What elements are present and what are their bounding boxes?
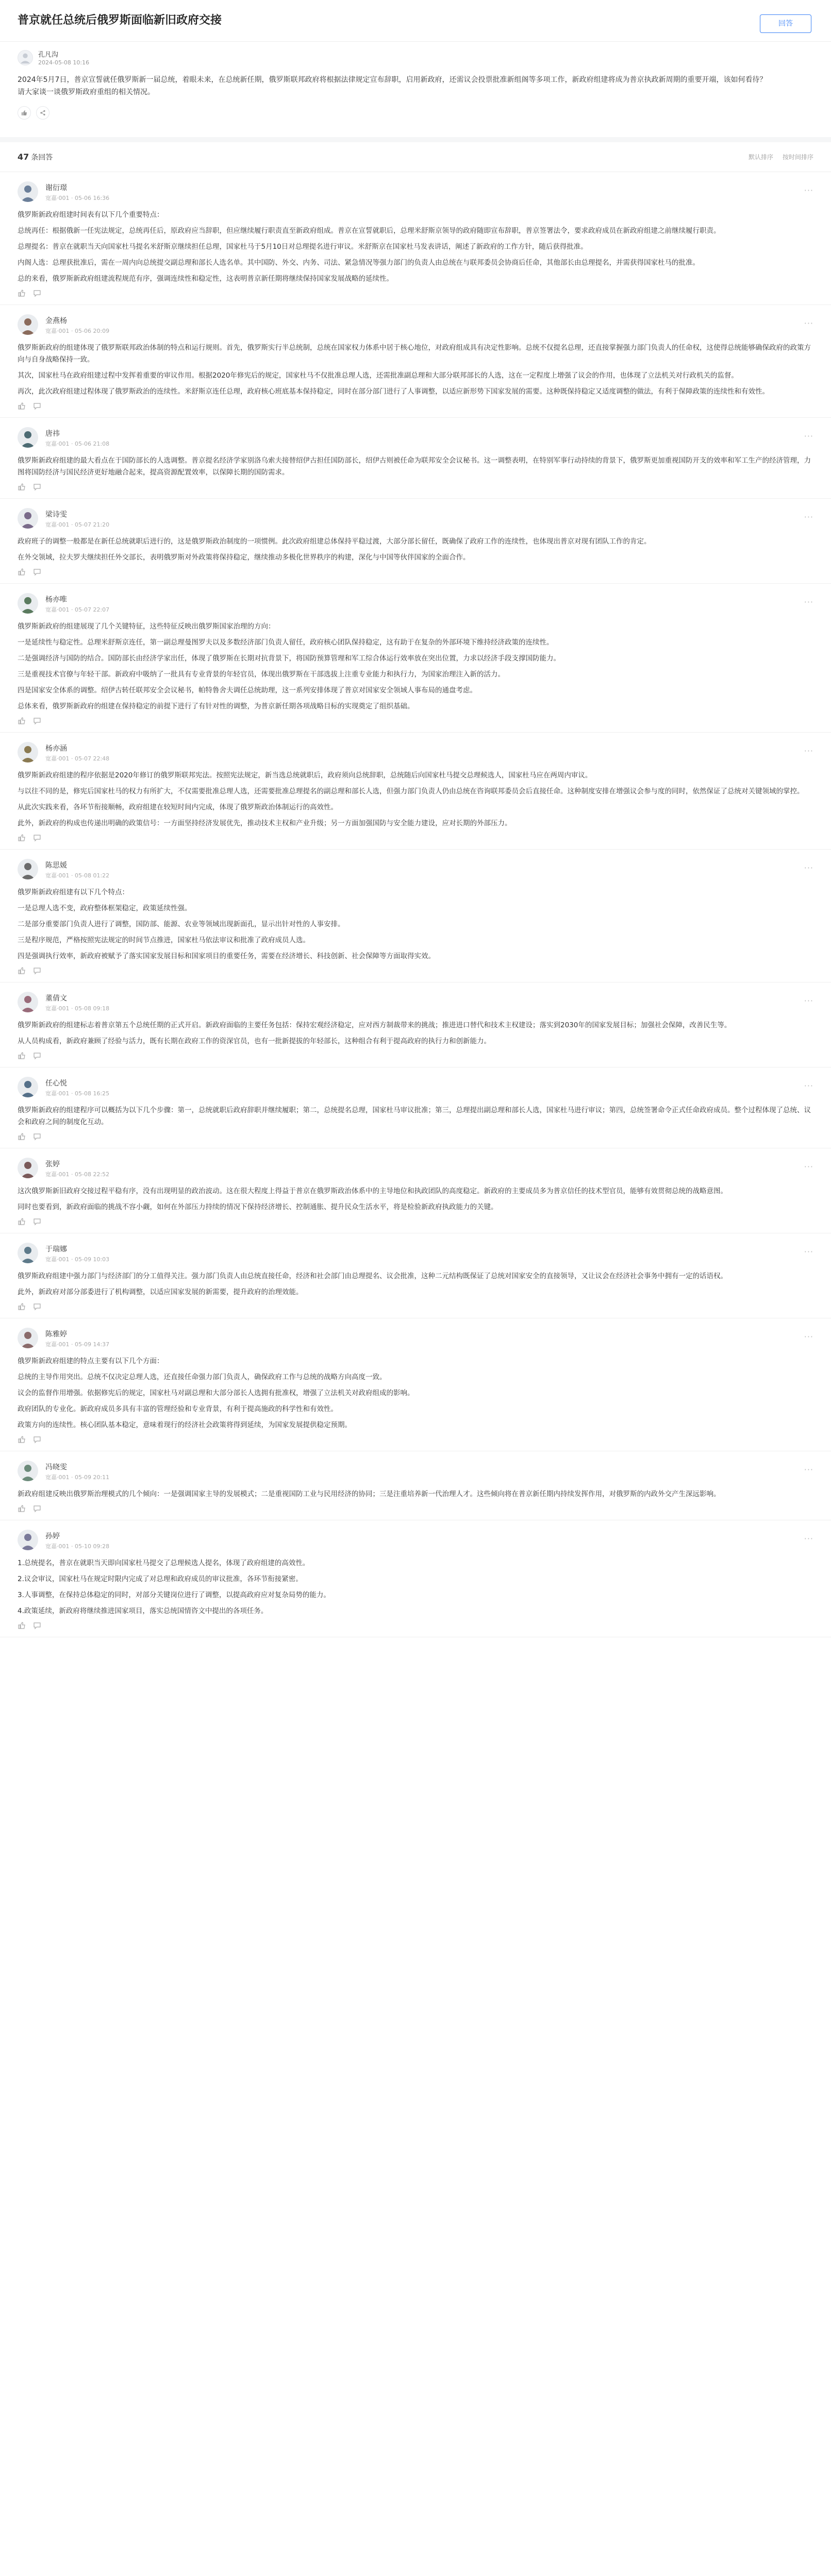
answer-paragraph: 一是总理人选不变，政府整体框架稳定，政策延续性强。 [18,904,192,912]
like-button[interactable] [18,834,26,842]
more-options-icon[interactable]: ··· [804,597,813,607]
answer-header [18,859,813,882]
answer-author-name[interactable]: 孙婷 [45,1532,60,1540]
answer-actions [18,1302,813,1311]
answer-item [0,850,831,982]
comment-icon [33,1217,41,1226]
thumb-up-icon [18,1217,26,1226]
answer-header [18,593,813,616]
answer-meta: 宽嘉·001 · 05-08 09:18 [45,1005,110,1012]
answer-paragraph: 一是延续性与稳定性。总理米舒斯京连任，第一副总理曼图罗夫以及多数经济部门负责人留任，政府核心团队保持稳定，这有助于在复杂的外部环境下维持经济政策的连续性。 [18,638,554,647]
answer-author-name[interactable]: 董倩文 [45,994,67,1003]
comment-button[interactable] [33,1132,41,1141]
user-icon [18,50,32,65]
answer-avatar[interactable] [18,1328,38,1348]
like-button[interactable] [18,1302,26,1311]
answer-meta: 宽嘉·001 · 05-07 22:07 [45,606,110,613]
answer-paragraph: 与以往不同的是，修宪后国家杜马的权力有所扩大，不仅需要批准总理人选，还需要批准总理提名的副总理和部长人选，但强力部门负责人仍由总统在咨询联邦委员会后直接任命。这种制度安排在增强议会参与度的同时，依然保证了总统对关键领域的掌控。 [18,787,804,795]
answer-item [0,1318,831,1451]
answer-avatar[interactable] [18,742,38,762]
more-options-icon[interactable]: ··· [804,746,813,756]
answer-header [18,314,813,337]
answer-body [18,887,813,962]
answers-list [0,172,831,1637]
answer-meta: 宽嘉·001 · 05-08 16:25 [45,1090,110,1097]
answers-count-label: 条回答 [31,153,53,162]
like-icon[interactable] [18,106,31,120]
answer-meta: 宽嘉·001 · 05-10 09:28 [45,1543,110,1550]
answer-actions [18,483,813,491]
answer-header [18,992,813,1014]
answer-author-name[interactable]: 杨亦涵 [45,744,67,753]
answer-body [18,1488,813,1500]
answer-actions [18,1132,813,1141]
sort-options [749,152,813,161]
answer-avatar[interactable] [18,859,38,879]
answer-paragraph: 俄罗斯政府组建中强力部门与经济部门的分工值得关注。强力部门负责人由总统直接任命，经济和社会部门由总理提名、议会批准，这种二元结构既保证了总统对国家安全的直接领导，又让议会在经济社会事务中拥有一定的话语权。 [18,1272,727,1280]
answers-bar [0,142,831,172]
comment-icon [33,1435,41,1444]
share-glyph-icon [40,110,46,116]
answer-item [0,1451,831,1520]
comment-icon [33,834,41,842]
asker-time: 2024-05-08 10:16 [38,59,90,66]
answer-paragraph: 二是部分重要部门负责人进行了调整，国防部、能源、农业等领域出现新面孔，显示出针对性的人事安排。 [18,920,345,928]
comment-button[interactable] [33,483,41,491]
comment-button[interactable] [33,1435,41,1444]
answers-count-number: 47 [18,151,29,162]
comment-icon [33,402,41,410]
user-icon [18,859,38,879]
answer-paragraph: 三是重视技术官僚与年轻干部。新政府中吸纳了一批具有专业背景的年轻官员，体现出俄罗斯在干部选拔上注重专业能力和执行力，为国家治理注入新的活力。 [18,670,505,679]
answer-body [18,1355,813,1431]
user-icon [18,427,38,448]
answer-actions [18,967,813,975]
answer-item [0,584,831,733]
answer-paragraph: 从人员构成看，新政府兼顾了经验与活力，既有长期在政府工作的资深官员，也有一批新提拔的年轻部长，这种组合有利于提高政府的执行力和创新能力。 [18,1037,491,1045]
answer-body [18,209,813,285]
answer-paragraph: 二是强调经济与国防的结合。国防部长由经济学家出任，体现了俄罗斯在长期对抗背景下，将国防预算管理和军工综合体运行效率放在突出位置，力求以经济手段支撑国防能力。 [18,654,560,663]
answer-author-name[interactable]: 梁诗雯 [45,511,67,519]
thumb-up-icon [18,1132,26,1141]
answer-avatar[interactable] [18,1243,38,1263]
more-options-icon[interactable]: ··· [804,1247,813,1257]
like-button[interactable] [18,1435,26,1444]
answer-avatar[interactable] [18,1530,38,1550]
answer-button[interactable]: 回答 [760,14,811,33]
answer-paragraph: 总统再任：根据俄新一任宪法规定，总统再任后，原政府应当辞职，但应继续履行职责直至新政府组成。普京在宣誓就职后，总理米舒斯京领导的政府随即宣布辞职，普京签署法令，要求政府成员在新政府组建之前继续履行职责。 [18,227,721,235]
answer-body [18,1185,813,1213]
user-icon [18,742,38,762]
answer-author-name[interactable]: 陈思媛 [45,861,67,870]
answer-paragraph: 此外，新政府的构成也传递出明确的政策信号：一方面坚持经济发展优先，推动技术主权和产业升级；另一方面加强国防与安全能力建设，应对长期的外部压力。 [18,819,512,827]
thumb-up-icon [18,402,26,410]
answer-avatar[interactable] [18,1077,38,1097]
answer-header [18,1530,813,1552]
section-divider [0,137,831,142]
answer-meta: 宽嘉·001 · 05-08 22:52 [45,1171,110,1178]
user-icon [18,1077,38,1097]
thumb-up-icon [18,967,26,975]
user-icon [18,593,38,614]
comment-icon [33,1302,41,1311]
answer-paragraph: 政府班子的调整一般都是在新任总统就职后进行的，这是俄罗斯政治制度的一项惯例。此次政府组建总体保持平稳过渡，大部分部长留任，既确保了政府工作的连续性，也体现出普京对现有团队工作的肯定。 [18,537,651,546]
comment-button[interactable] [33,1621,41,1630]
thumb-up-icon [18,483,26,491]
answer-actions [18,1052,813,1060]
answer-author-name[interactable]: 于瑞娜 [45,1245,67,1253]
like-button[interactable] [18,717,26,725]
comment-button[interactable] [33,834,41,842]
answer-avatar[interactable] [18,508,38,529]
answer-author-name[interactable]: 杨亦唯 [45,596,67,604]
answer-avatar[interactable] [18,181,38,202]
answer-paragraph: 在外交领域，拉夫罗夫继续担任外交部长，表明俄罗斯对外政策将保持稳定，继续推动多极化世界秩序的构建，深化与中国等伙伴国家的全面合作。 [18,553,470,562]
answer-paragraph: 四是强调执行效率，新政府被赋予了落实国家发展目标和国家项目的重要任务，需要在经济增长、科技创新、社会保障等方面取得实效。 [18,952,435,960]
answer-paragraph: 这次俄罗斯新旧政府交接过程平稳有序，没有出现明显的政治波动。这在很大程度上得益于普京在俄罗斯政治体系中的主导地位和执政团队的高度稳定。新政府的主要成员多为普京信任的技术型官员，能够有效贯彻总统的战略意图。 [18,1187,727,1195]
answers-count [18,152,53,162]
answer-meta: 宽嘉·001 · 05-06 16:36 [45,195,110,201]
question-title: 普京就任总统后俄罗斯面临新旧政府交接 [18,14,222,27]
user-icon [18,1243,38,1263]
answer-header [18,1077,813,1099]
sort-time[interactable]: 按时间排序 [782,154,813,161]
thumb-up-icon [18,1435,26,1444]
answer-author-name[interactable]: 冯晓雯 [45,1463,67,1471]
sort-default[interactable]: 默认排序 [748,154,773,161]
answer-actions [18,568,813,576]
thumb-up-icon [18,834,26,842]
question-description [0,72,831,98]
like-button[interactable] [18,483,26,491]
more-options-icon[interactable]: ··· [804,1162,813,1172]
answer-meta: 宽嘉·001 · 05-08 01:22 [45,872,110,879]
answer-body [18,1020,813,1047]
more-options-icon[interactable]: ··· [804,185,813,195]
answer-avatar[interactable] [18,1461,38,1481]
description-paragraph: 2024年5月7日，普京宣誓就任俄罗斯新一届总统，着眼未来，在总统新任期，俄罗斯联邦政府将根据法律规定宣布辞职，启用新政府，还需议会投票批准新组阁等多项工作，新政府组建将成为普京执政新周期的重要开端，该如何看待？ [18,76,767,84]
answer-paragraph: 从此次实践来看，各环节衔接顺畅，政府组建在较短时间内完成，体现了俄罗斯政治体制运行的高效性。 [18,803,338,811]
answer-actions [18,1504,813,1513]
answer-actions [18,834,813,842]
answer-actions [18,1621,813,1630]
answer-author-name[interactable]: 任心悦 [45,1079,67,1088]
asker-avatar[interactable] [18,50,33,65]
like-button[interactable] [18,967,26,975]
answer-meta: 宽嘉·001 · 05-07 21:20 [45,521,110,528]
answer-paragraph: 总统的主导作用突出。总统不仅决定总理人选，还直接任命强力部门负责人，确保政府工作与总统的战略方向高度一致。 [18,1373,387,1381]
answer-item [0,1148,831,1233]
comment-button[interactable] [33,1504,41,1513]
thumb-up-icon [18,1302,26,1311]
answer-meta: 宽嘉·001 · 05-09 10:03 [45,1256,110,1263]
answer-header [18,1243,813,1265]
answer-body [18,621,813,713]
answer-avatar[interactable] [18,1158,38,1178]
answer-meta: 宽嘉·001 · 05-06 20:09 [45,328,110,334]
answer-paragraph: 俄罗斯新政府的组建标志着普京第五个总统任期的正式开启。新政府面临的主要任务包括：保持宏观经济稳定，应对西方制裁带来的挑战；推进进口替代和技术主权建设；落实到2030年的国家发展目标；加强社会保障，改善民生等。 [18,1021,732,1029]
comment-icon [33,967,41,975]
more-options-icon[interactable]: ··· [804,863,813,873]
user-icon [18,992,38,1012]
thumb-up-icon [21,110,27,116]
answer-paragraph: 政策方向的连续性。核心团队基本稳定，意味着现行的经济社会政策将得到延续，为国家发展提供稳定预期。 [18,1421,352,1429]
thumb-up-icon [18,1621,26,1630]
answer-meta: 宽嘉·001 · 05-09 20:11 [45,1474,110,1481]
answer-paragraph: 新政府组建反映出俄罗斯治理模式的几个倾向：一是强调国家主导的发展模式；二是重视国防工业与民用经济的协同；三是注重培养新一代治理人才。这些倾向将在普京新任期内持续发挥作用，对俄罗斯的内政外交产生深远影响。 [18,1490,721,1498]
comment-button[interactable] [33,1052,41,1060]
answer-paragraph: 2.议会审议，国家杜马在规定时限内完成了对总理和政府成员的审议批准，各环节衔接紧密。 [18,1575,303,1583]
like-button[interactable] [18,289,26,297]
more-options-icon[interactable]: ··· [804,431,813,441]
answer-actions [18,402,813,410]
thumb-up-icon [18,1504,26,1513]
answer-paragraph: 俄罗斯新政府的组建展现了几个关键特征，这些特征反映出俄罗斯国家治理的方向： [18,622,275,631]
comment-icon [33,717,41,725]
answer-body [18,1270,813,1298]
comment-button[interactable] [33,717,41,725]
answer-paragraph: 俄罗斯新政府组建的最大看点在于国防部长的人选调整。普京提名经济学家别洛乌索夫接替绍伊古担任国防部长，绍伊古则被任命为联邦安全会议秘书。这一调整表明，在特别军事行动持续的背景下，俄罗斯更加重视国防开支的效率和军工生产的经济管理，力图将国防经济与国民经济更好地融合起来，提高资源配置效率，以保障长期的国防需求。 [18,456,811,477]
answer-paragraph: 3.人事调整，在保持总体稳定的同时，对部分关键岗位进行了调整，以提高政府应对复杂局势的能力。 [18,1591,330,1599]
answer-body [18,342,813,398]
comment-button[interactable] [33,967,41,975]
more-options-icon[interactable]: ··· [804,512,813,522]
answer-header [18,1328,813,1350]
answer-header [18,1158,813,1180]
question-actions [0,99,831,127]
thumb-up-icon [18,717,26,725]
answer-avatar[interactable] [18,427,38,448]
answer-item [0,1520,831,1637]
answer-paragraph: 内阁人选：总理获批准后，需在一周内向总统提交副总理和部长人选名单。其中国防、外交、内务、司法、紧急情况等强力部门的负责人由总统在与联邦委员会协商后任命，其他部长由总理提名，并需获得国家杜马的批准。 [18,259,700,267]
comment-button[interactable] [33,568,41,576]
answer-item [0,418,831,499]
answer-header [18,427,813,450]
answer-body [18,770,813,829]
answer-body [18,1557,813,1617]
user-icon [18,181,38,202]
like-button[interactable] [18,1504,26,1513]
user-icon [18,1461,38,1481]
answer-paragraph: 政府团队的专业化。新政府成员多具有丰富的管理经验和专业背景，有利于提高施政的科学性和有效性。 [18,1405,338,1413]
like-button[interactable] [18,1132,26,1141]
comment-icon [33,483,41,491]
more-options-icon[interactable]: ··· [804,1534,813,1544]
answer-paragraph: 其次，国家杜马在政府组建过程中发挥着重要的审议作用。根据2020年修宪后的规定，国家杜马不仅批准总理人选，还需批准副总理和大部分联邦部长的人选，这在一定程度上增强了议会的作用，也体现了立法机关对行政机关的监督。 [18,371,738,380]
more-options-icon[interactable]: ··· [804,1332,813,1342]
answer-avatar[interactable] [18,992,38,1012]
asker-name[interactable]: 孔凡沟 [38,51,59,59]
thumb-up-icon [18,289,26,297]
answer-author-name[interactable]: 谢衍璟 [45,184,67,192]
user-icon [18,1328,38,1348]
comment-icon [33,1052,41,1060]
answer-header [18,742,813,765]
answer-paragraph: 同时也要看到，新政府面临的挑战不容小觑，如何在外部压力持续的情况下保持经济增长、控制通胀、提升民众生活水平，将是检验新政府执政能力的关键。 [18,1203,498,1211]
answer-author-name[interactable]: 唐祎 [45,430,60,438]
comment-icon [33,1504,41,1513]
answer-paragraph: 俄罗斯新政府的组建体现了俄罗斯联邦政治体制的特点和运行规则。首先，俄罗斯实行半总统制，总统在国家权力体系中居于核心地位，对政府组成具有决定性影响。总统不仅提名总理，还直接掌握强力部门负责人的任命权，这使得总统能够确保政府的政策方向与自身战略保持一致。 [18,344,811,364]
answer-actions [18,1435,813,1444]
asker-info [0,41,831,72]
answer-avatar[interactable] [18,593,38,614]
answer-item [0,1233,831,1318]
answer-body [18,536,813,564]
answer-paragraph: 俄罗斯新政府的组建程序可以概括为以下几个步骤：第一，总统就职后政府辞职并继续履职；第二，总统提名总理，国家杜马审议批准；第三，总理提出副总理和部长人选，国家杜马进行审议；第四，总统签署命令正式任命政府成员。整个过程体现了总统、议会和政府之间的制度化互动。 [18,1106,811,1126]
answer-paragraph: 再次，此次政府组建过程体现了俄罗斯政治的连续性。米舒斯京连任总理，政府核心班底基本保持稳定，同时在部分部门进行了人事调整，以适应新形势下国家发展的需要。这种既保持稳定又适度调整的做法，有利于保障政策的连续性和有效性。 [18,387,769,396]
answer-header [18,181,813,204]
answer-paragraph: 四是国家安全体系的调整。绍伊古转任联邦安全会议秘书，帕特鲁舍夫调任总统助理，这一系列安排体现了普京对国家安全领域人事布局的通盘考虑。 [18,686,477,694]
comment-button[interactable] [33,289,41,297]
more-options-icon[interactable]: ··· [804,996,813,1006]
user-icon [18,314,38,335]
answer-paragraph: 此外，新政府对部分部委进行了机构调整，以适应国家发展的新需要，提升政府的治理效能。 [18,1288,303,1296]
user-icon [18,1530,38,1550]
answer-paragraph: 三是程序规范，严格按照宪法规定的时间节点推进，国家杜马依法审议和批准了政府成员人选。 [18,936,310,944]
comment-icon [33,1621,41,1630]
user-icon [18,508,38,529]
answer-item [0,172,831,305]
like-button[interactable] [18,402,26,410]
question-header [0,0,831,41]
answer-paragraph: 4.政策延续，新政府将继续推进国家项目，落实总统国情咨文中提出的各项任务。 [18,1607,268,1615]
answer-paragraph: 1.总统提名，普京在就职当天即向国家杜马提交了总理候选人提名，体现了政府组建的高效性。 [18,1559,310,1567]
answer-meta: 宽嘉·001 · 05-07 22:48 [45,755,110,762]
answer-item [0,982,831,1067]
answer-header [18,1461,813,1483]
answer-paragraph: 俄罗斯新政府组建的特点主要有以下几个方面： [18,1357,164,1365]
answer-meta: 宽嘉·001 · 05-09 14:37 [45,1341,110,1348]
more-options-icon[interactable]: ··· [804,1465,813,1475]
comment-button[interactable] [33,1302,41,1311]
answer-paragraph: 俄罗斯新政府组建有以下几个特点： [18,888,129,896]
like-button[interactable] [18,568,26,576]
answer-paragraph: 总体来看，俄罗斯新政府的组建在保持稳定的前提下进行了有针对性的调整，为普京新任期各项战略目标的实现奠定了组织基础。 [18,702,414,710]
like-button[interactable] [18,1052,26,1060]
answer-paragraph: 总的来看，俄罗斯新政府组建流程规范有序，强调连续性和稳定性，这表明普京新任期将继续保持国家发展战略的延续性。 [18,275,393,283]
user-icon [18,1158,38,1178]
answer-header [18,508,813,531]
share-icon[interactable] [36,106,49,120]
answer-body [18,455,813,479]
like-button[interactable] [18,1217,26,1226]
thumb-up-icon [18,1052,26,1060]
like-button[interactable] [18,1621,26,1630]
comment-button[interactable] [33,1217,41,1226]
answer-item [0,733,831,850]
answer-paragraph: 俄罗斯新政府组建时间表有以下几个重要特点： [18,211,164,219]
answer-item [0,305,831,418]
comment-icon [33,1132,41,1141]
answer-body [18,1105,813,1128]
answer-author-name[interactable]: 陈雅婷 [45,1330,67,1338]
comment-button[interactable] [33,402,41,410]
answer-paragraph: 俄罗斯新政府组建的程序依据是2020年修订的俄罗斯联邦宪法。按照宪法规定，新当选总统就职后，政府须向总统辞职，总统随后向国家杜马提交总理候选人，国家杜马应在两周内审议。 [18,771,592,779]
answer-item [0,499,831,584]
answer-paragraph: 总理提名：普京在就职当天向国家杜马提名米舒斯京继续担任总理，国家杜马于5月10日对总理提名进行审议。米舒斯京在国家杜马发表讲话，阐述了新政府的工作方针，随后获得批准。 [18,243,588,251]
comment-icon [33,568,41,576]
answer-actions [18,1217,813,1226]
answer-avatar[interactable] [18,314,38,335]
answer-paragraph: 议会的监督作用增强。依据修宪后的规定，国家杜马对副总理和大部分部长人选拥有批准权，增强了立法机关对政府组成的影响。 [18,1389,414,1397]
answer-author-name[interactable]: 张婷 [45,1160,60,1168]
comment-icon [33,289,41,297]
description-paragraph: 请大家谈一谈俄罗斯政府重组的相关情况。 [18,88,155,96]
answer-item [0,1067,831,1148]
more-options-icon[interactable]: ··· [804,1081,813,1091]
thumb-up-icon [18,568,26,576]
answer-actions [18,289,813,297]
answer-meta: 宽嘉·001 · 05-06 21:08 [45,440,110,447]
answer-actions [18,717,813,725]
more-options-icon[interactable]: ··· [804,318,813,328]
answer-author-name[interactable]: 金燕杨 [45,317,67,325]
